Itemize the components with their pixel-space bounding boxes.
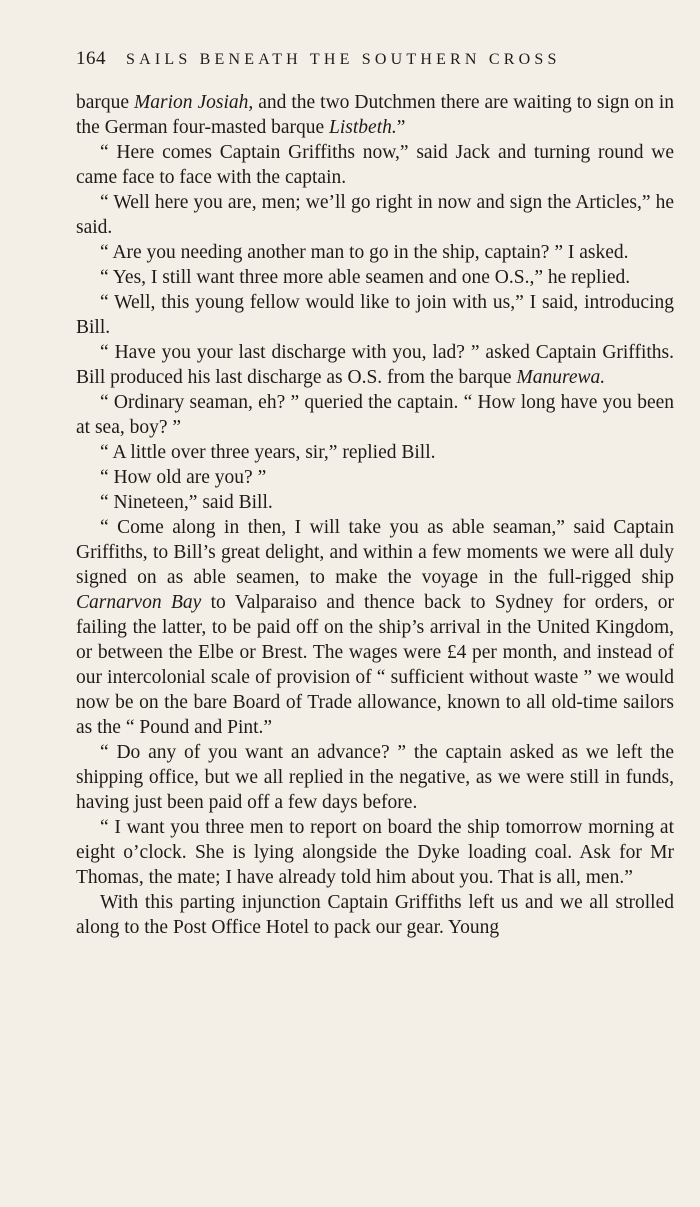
paragraph-7	[76, 340, 674, 390]
paragraph-13: “ Do any of you want an advance? ” the captain asked as we left the shipping office, but we all replied in the negative, as we were still in funds, having just been paid off a few days before.	[76, 742, 674, 813]
paragraph-8: “ Ordinary seaman, eh? ” queried the captain. “ How long have you been at sea, boy? ”	[76, 392, 674, 438]
paragraph-2: “ Here comes Captain Griffiths now,” said Jack and turning round we came face to face with the captain.	[76, 142, 674, 188]
paragraph-1-text-3: ”	[396, 117, 406, 138]
paragraph-1-text-1: barque	[76, 92, 135, 113]
paragraph-10: “ How old are you? ”	[100, 467, 267, 488]
paragraph-15: With this parting injunction Captain Griffiths left us and we all strolled along to the Post Office Hotel to pack our gear. Young	[76, 892, 674, 938]
paragraph-11: “ Nineteen,” said Bill.	[100, 492, 273, 513]
paragraph-4: “ Are you needing another man to go in the ship, captain? ” I asked.	[100, 242, 629, 263]
paragraph-5: “ Yes, I still want three more able seamen and one O.S.,” he replied.	[100, 267, 631, 288]
ship-name-carnarvon-bay: Carnarvon Bay	[76, 592, 202, 613]
ship-name-listbeth: Listbeth.	[329, 117, 397, 138]
paragraph-7-text: “ Have you your last discharge with you, lad? ” asked Captain Griffiths. Bill produced his last discharge as O.S. from the barque	[76, 342, 674, 388]
running-title: SAILS BENEATH THE SOUTHERN CROSS	[126, 51, 561, 68]
ship-name-manurewa: Manurewa.	[516, 367, 606, 388]
running-head	[76, 48, 676, 76]
paragraph-1	[76, 90, 674, 140]
paragraph-12	[76, 515, 674, 740]
paragraph-1-text-2: and the two Dutchmen there are waiting to sign on in the German four-masted barque	[76, 92, 674, 138]
body-text	[76, 90, 674, 940]
ship-name-marion-josiah: Marion Josiah,	[134, 92, 254, 113]
paragraph-9: “ A little over three years, sir,” replied Bill.	[100, 442, 436, 463]
paragraph-12-text-1: “ Come along in then, I will take you as able seaman,” said Captain Griffiths, to Bill’s great delight, and within a few moments we were all duly signed on as able seamen, to make the voyage in the full-rigged ship	[76, 517, 674, 588]
paragraph-12-text-2: to Valparaiso and thence back to Sydney for orders, or failing the latter, to be paid off on the ship’s arrival in the United Kingdom, or between the Elbe or Brest. The wages were £4 per month, and instead of our intercolonial scale of provision of “ sufficient without waste ” we would now be on the bare Board of Trade allowance, known to all old-time sailors as the “ Pound and Pint.”	[76, 592, 674, 738]
paragraph-14: “ I want you three men to report on board the ship tomorrow morning at eight o’clock. She is lying alongside the Dyke loading coal. Ask for Mr Thomas, the mate; I have already told him about you. That is all, men.”	[76, 817, 674, 888]
paragraph-3: “ Well here you are, men; we’ll go right in now and sign the Articles,” he said.	[76, 192, 674, 238]
paragraph-6: “ Well, this young fellow would like to join with us,” I said, introducing Bill.	[76, 292, 674, 338]
page-number: 164	[76, 48, 106, 69]
